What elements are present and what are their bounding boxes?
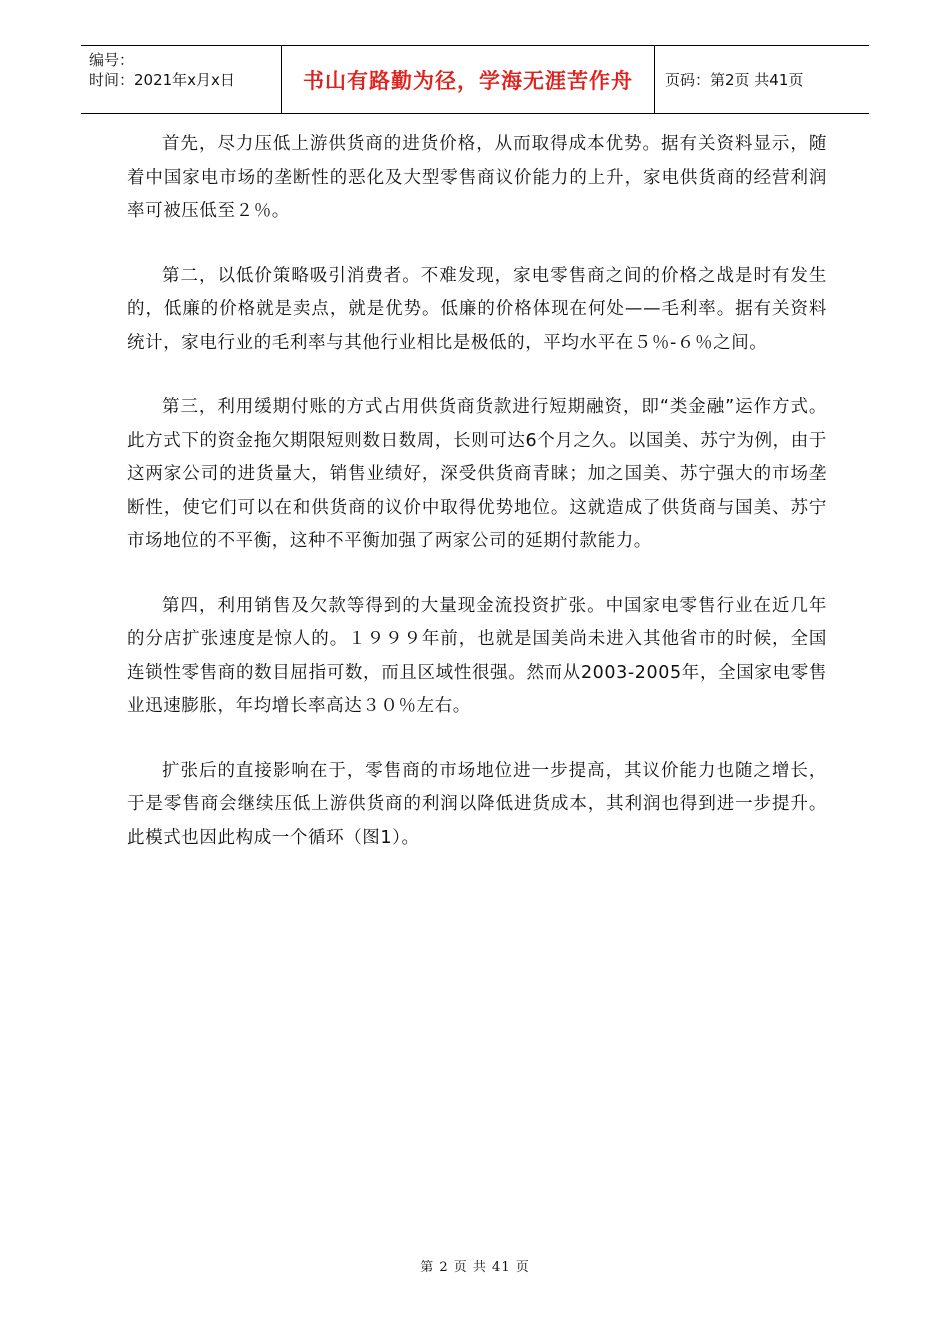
page-header	[81, 45, 869, 114]
paragraph: 首先，尽力压低上游供货商的进货价格，从而取得成本优势。据有关资料显示，随着中国家电市场的垄断性的恶化及大型零售商议价能力的上升，家电供货商的经营利润率可被压低至２％。	[127, 134, 827, 221]
header-meta-cell	[81, 46, 282, 113]
paragraph: 第四，利用销售及欠款等得到的大量现金流投资扩张。中国家电零售行业在近几年的分店扩张速度是惊人的。１９９９年前，也就是国美尚未进入其他省市的时候，全国连锁性零售商的数目屈指可数，而且区域性很强。然而从2003-2005年，全国家电零售业迅速膨胀，年均增长率高达３０％左右。	[127, 595, 827, 716]
paragraph: 扩张后的直接影响在于，零售商的市场地位进一步提高，其议价能力也随之增长，于是零售商会继续压低上游供货商的利润以降低进货成本，其利润也得到进一步提升。此模式也因此构成一个循环（图1）。	[127, 760, 827, 848]
header-motto: 书山有路勤为径，学海无涯苦作舟	[282, 46, 655, 113]
document-number-label: 编号：	[89, 51, 135, 69]
document-time-label: 时间：2021年x月x日	[89, 71, 235, 89]
header-page-info: 页码：第2页 共41页	[665, 71, 804, 89]
page-footer: 第 2 页 共 41 页	[420, 1260, 530, 1275]
paragraph: 第三，利用缓期付账的方式占用供货商货款进行短期融资，即“类金融”运作方式。此方式下的资金拖欠期限短则数日数周，长则可达6个月之久。以国美、苏宁为例，由于这两家公司的进货量大，销售业绩好，深受供货商青睐；加之国美、苏宁强大的市场垄断性，使它们可以在和供货商的议价中取得优势地位。这就造成了供货商与国美、苏宁市场地位的不平衡，这种不平衡加强了两家公司的延期付款能力。	[127, 397, 827, 551]
paragraph: 第二，以低价策略吸引消费者。不难发现，家电零售商之间的价格之战是时有发生的，低廉的价格就是卖点，就是优势。低廉的价格体现在何处——毛利率。据有关资料统计，家电行业的毛利率与其他行业相比是极低的，平均水平在５％-６％之间。	[127, 265, 827, 353]
document-body	[127, 128, 827, 886]
